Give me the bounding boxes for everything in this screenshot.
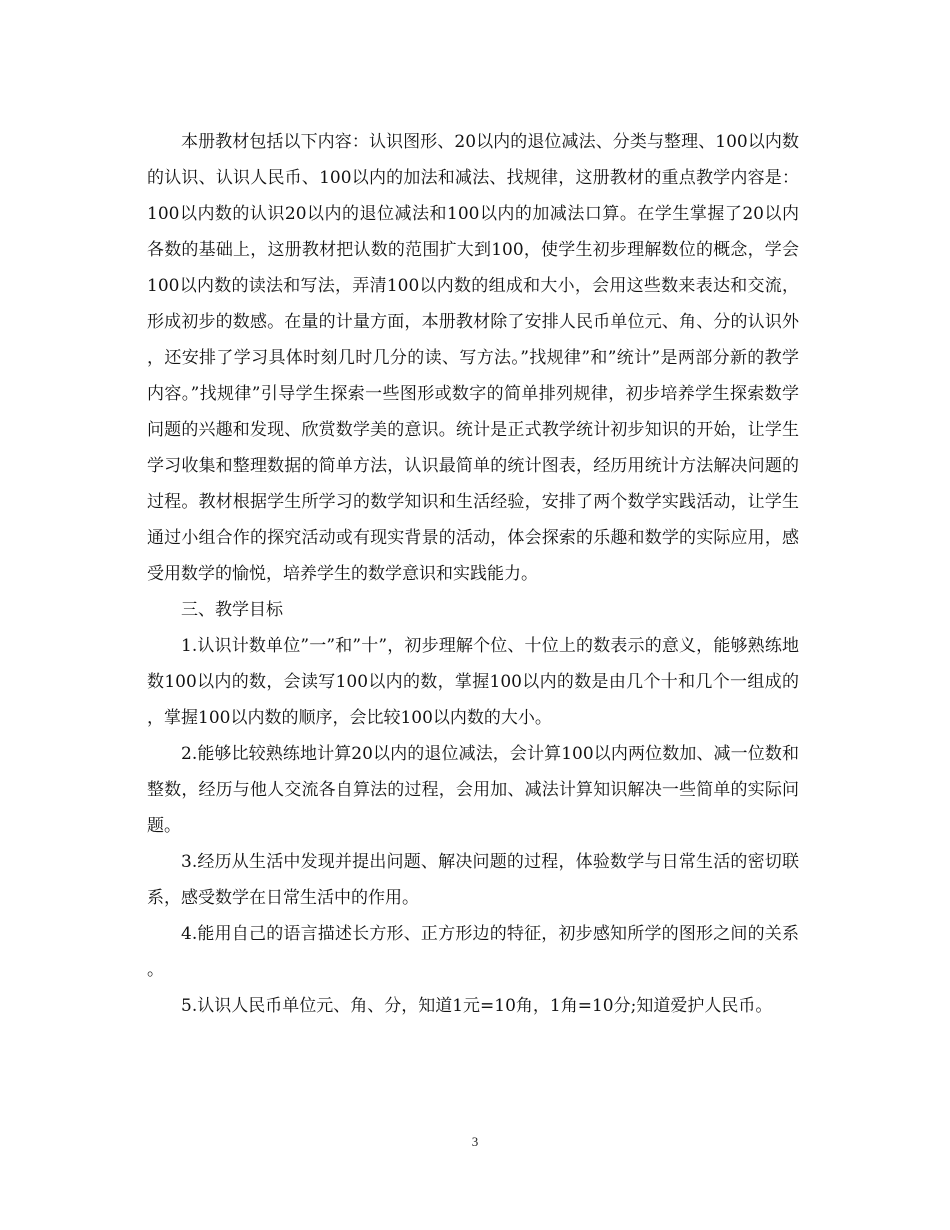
paragraph-textbook-content: 本册教材包括以下内容：认识图形、20以内的退位减法、分类与整理、100以内数的认识、认识人民币、100以内的加法和减法、找规律，这册教材的重点教学内容是：100以内数的认识20以内的退位减法和100以内的加减法口算。在学生掌握了20以内各数的基础上，这册教材把认数的范围扩大到100，使学生初步理解数位的概念，学会100以内数的读法和写法，弄清100以内数的组成和大小，会用这些数来表达和交流，形成初步的数感。在量的计量方面，本册教材除了安排人民币单位元、角、分的认识外，还安排了学习具体时刻几时几分的读、写方法。”找规律”和”统计”是两部分新的教学内容。”找规律”引导学生探索一些图形或数字的简单排列规律，初步培养学生探索数学问题的兴趣和发现、欣赏数学美的意识。统计是正式教学统计初步知识的开始，让学生学习收集和整理数据的简单方法，认识最简单的统计图表，经历用统计方法解决问题的过程。教材根据学生所学习的数学知识和生活经验，安排了两个数学实践活动，让学生通过小组合作的探究活动或有现实背景的活动，体会探索的乐趣和数学的实际应用，感受用数学的愉悦，培养学生的数学意识和实践能力。 xyxy=(147,132,799,584)
paragraph-goal-1: 1.认识计数单位”一”和”十”，初步理解个位、十位上的数表示的意义，能够熟练地数100以内的数，会读写100以内的数，掌握100以内的数是由几个十和几个一组成的，掌握100以内数的顺序，会比较100以内数的大小。 xyxy=(147,636,799,728)
document-body xyxy=(147,124,799,1024)
heading-teaching-goals: 三、教学目标 xyxy=(181,600,283,620)
page-number: 3 xyxy=(471,1134,479,1149)
paragraph-goal-2: 2.能够比较熟练地计算20以内的退位减法，会计算100以内两位数加、减一位数和整数，经历与他人交流各自算法的过程，会用加、减法计算知识解决一些简单的实际问题。 xyxy=(147,744,799,836)
paragraph-goal-4: 4.能用自己的语言描述长方形、正方形边的特征，初步感知所学的图形之间的关系。 xyxy=(147,924,799,980)
paragraph-goal-3: 3.经历从生活中发现并提出问题、解决问题的过程，体验数学与日常生活的密切联系，感受数学在日常生活中的作用。 xyxy=(147,852,799,908)
paragraph-goal-5: 5.认识人民币单位元、角、分，知道1元=10角，1角=10分;知道爱护人民币。 xyxy=(181,996,773,1016)
